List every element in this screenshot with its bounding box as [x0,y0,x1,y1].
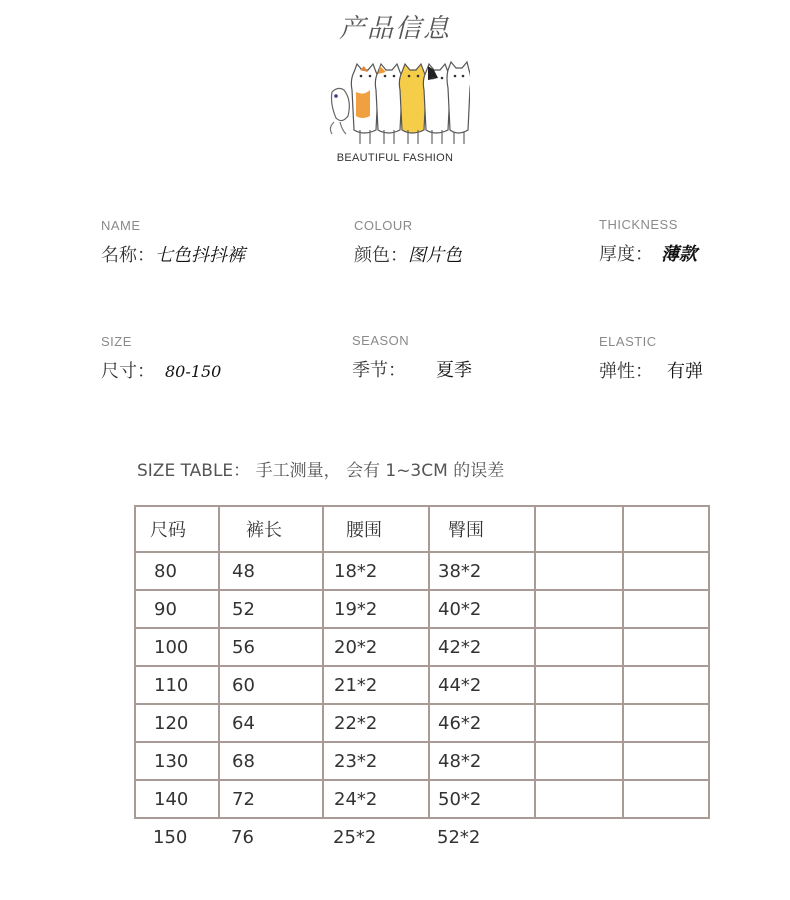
table-row [135,818,709,855]
table-cell: 24*2 [323,780,429,818]
table-cell [535,666,623,704]
table-cell: 23*2 [323,742,429,780]
table-cell: 46*2 [429,704,535,742]
table-cell: 18*2 [323,552,429,590]
table-cell [535,628,623,666]
info-season [352,333,472,382]
table-cell: 48*2 [429,742,535,780]
table-header-cell: 腰围 [323,506,429,552]
info-value: 薄款 [661,244,697,265]
table-header-cell: 臀围 [429,506,535,552]
table-row [135,742,709,780]
info-label-en: ELASTIC [599,334,657,349]
info-label-en: COLOUR [354,218,413,233]
table-cell: 52*2 [437,826,481,848]
info-value: 80-150 [165,362,222,381]
table-cell: 56 [219,628,323,666]
table-cell [623,552,709,590]
table-cell [535,704,623,742]
table-cell [623,742,709,780]
table-cell [623,666,709,704]
table-cell: 64 [219,704,323,742]
info-size [101,334,221,383]
info-label-en: SIZE [101,334,132,349]
cats-illustration-icon [320,52,470,152]
table-cell: 44*2 [429,666,535,704]
table-cell: 120 [135,704,219,742]
table-cell: 21*2 [323,666,429,704]
size-table [134,505,710,855]
table-cell [623,780,709,818]
table-cell [535,742,623,780]
table-cell [535,780,623,818]
table-cell [623,704,709,742]
info-thickness [599,217,697,266]
table-cell: 140 [135,780,219,818]
table-cell: 19*2 [323,590,429,628]
table-cell: 52 [219,590,323,628]
table-row [135,628,709,666]
table-cell: 150 [153,826,188,848]
table-header-cell [535,506,623,552]
info-name [101,218,245,267]
info-label-cn: 尺寸： [101,361,155,382]
table-cell [623,590,709,628]
table-cell: 90 [135,590,219,628]
info-value: 夏季 [436,360,472,381]
table-cell: 38*2 [429,552,535,590]
table-header-cell: 尺码 [135,506,219,552]
size-table-title: SIZE TABLE： 手工测量， 会有 1~3CM 的误差 [137,461,505,481]
table-cell: 20*2 [323,628,429,666]
table-cell: 130 [135,742,219,780]
info-value: 七色抖抖裤 [155,245,245,266]
info-value: 有弹 [667,361,703,382]
brand-logo [320,52,470,172]
info-label-cn: 厚度： [599,244,653,265]
table-row [135,780,709,818]
table-cell [623,628,709,666]
info-colour [354,218,462,267]
table-cell: 48 [219,552,323,590]
info-elastic [599,334,703,383]
info-label-en: THICKNESS [599,217,678,232]
info-label-cn: 名称： [101,245,155,266]
table-cell: 80 [135,552,219,590]
table-cell: 76 [231,826,254,848]
table-cell: 110 [135,666,219,704]
table-row [135,552,709,590]
table-header-cell: 裤长 [219,506,323,552]
info-label-cn: 弹性： [599,361,653,382]
table-cell: 25*2 [333,826,377,848]
page-title: 产品信息 [338,14,451,44]
info-value: 图片色 [408,245,462,266]
table-cell [535,590,623,628]
info-label-en: NAME [101,218,141,233]
info-label-cn: 颜色： [354,245,408,266]
table-cell: 100 [135,628,219,666]
brand-logo-text: BEAUTIFUL FASHION [336,152,454,164]
table-cell: 40*2 [429,590,535,628]
table-cell [535,552,623,590]
info-label-en: SEASON [352,333,410,348]
table-cell: 60 [219,666,323,704]
table-cell: 22*2 [323,704,429,742]
table-cell: 42*2 [429,628,535,666]
table-cell: 72 [219,780,323,818]
table-cell [623,818,709,855]
info-label-cn: 季节： [352,360,406,381]
table-cell [535,818,623,855]
table-row [135,704,709,742]
table-cell: 50*2 [429,780,535,818]
table-cell: 68 [219,742,323,780]
table-header-row [135,506,709,552]
table-header-cell [623,506,709,552]
table-row [135,590,709,628]
table-row [135,666,709,704]
